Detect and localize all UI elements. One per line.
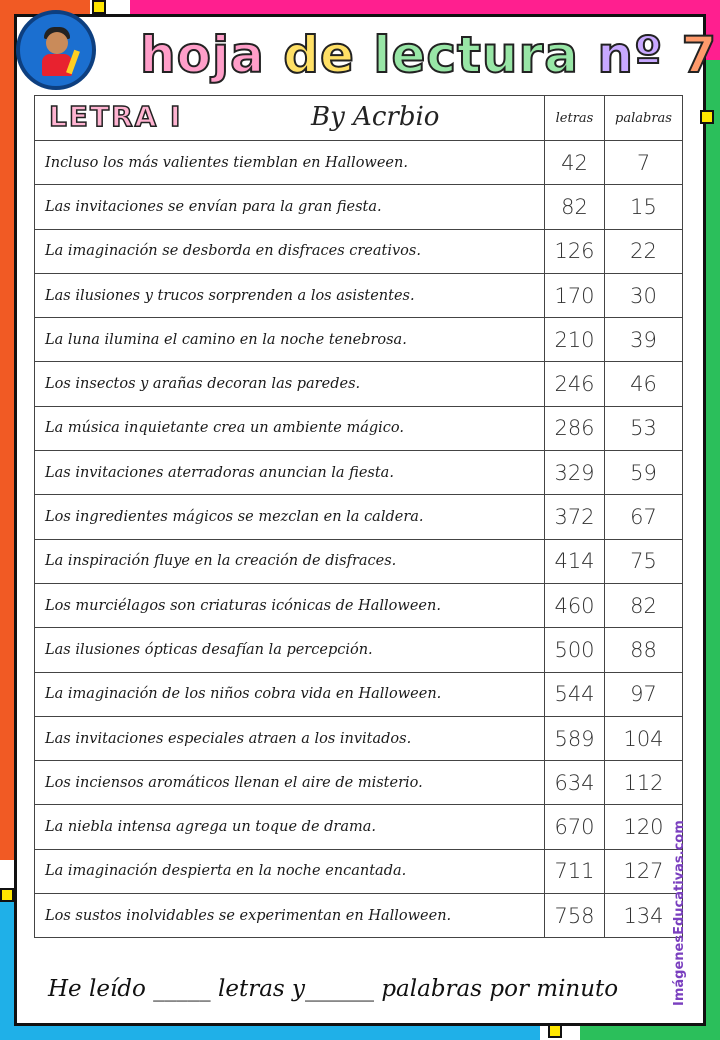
table-row bbox=[35, 273, 683, 317]
title-part: hoja bbox=[140, 26, 284, 84]
title-part: 7 bbox=[681, 26, 718, 84]
frame-top-right bbox=[130, 0, 720, 14]
words-count-cell: 7 bbox=[605, 141, 683, 185]
sentence-cell: La niebla intensa agrega un toque de drama. bbox=[35, 805, 545, 849]
sentence-cell: Las ilusiones ópticas desafían la percepción. bbox=[35, 628, 545, 672]
letters-count-cell: 544 bbox=[545, 672, 605, 716]
letters-count-cell: 42 bbox=[545, 141, 605, 185]
letters-count-cell: 246 bbox=[545, 362, 605, 406]
sentence-cell: Las invitaciones se envían para la gran fiesta. bbox=[35, 185, 545, 229]
letters-count-cell: 170 bbox=[545, 273, 605, 317]
frame-left bbox=[0, 0, 14, 860]
table-row bbox=[35, 761, 683, 805]
sentence-cell: Los murciélagos son criaturas icónicas de Halloween. bbox=[35, 583, 545, 627]
frame-square-decoration bbox=[700, 110, 714, 124]
letters-count-cell: 758 bbox=[545, 894, 605, 938]
sentence-cell: Las invitaciones aterradoras anuncian la fiesta. bbox=[35, 451, 545, 495]
title-part: de bbox=[283, 26, 374, 84]
frame-left-bottom bbox=[0, 900, 14, 1040]
words-count-cell: 75 bbox=[605, 539, 683, 583]
table-row bbox=[35, 539, 683, 583]
table-row bbox=[35, 362, 683, 406]
watermark-text: ImágenesEducativas.com bbox=[672, 820, 687, 1006]
sentence-cell: La inspiración fluye en la creación de disfraces. bbox=[35, 539, 545, 583]
words-count-cell: 15 bbox=[605, 185, 683, 229]
sentence-cell: Los inciensos aromáticos llenan el aire de misterio. bbox=[35, 761, 545, 805]
table-row bbox=[35, 805, 683, 849]
header-title-cell bbox=[35, 96, 545, 141]
sentence-cell: Los insectos y arañas decoran las paredes. bbox=[35, 362, 545, 406]
letters-count-cell: 500 bbox=[545, 628, 605, 672]
reading-score-line: He leído _____ letras y______ palabras por minuto bbox=[48, 976, 619, 1002]
sentence-cell: La imaginación se desborda en disfraces creativos. bbox=[35, 229, 545, 273]
words-count-cell: 53 bbox=[605, 406, 683, 450]
letters-count-cell: 634 bbox=[545, 761, 605, 805]
byline: By Acrbio bbox=[311, 102, 440, 132]
table-row bbox=[35, 583, 683, 627]
letters-count-cell: 126 bbox=[545, 229, 605, 273]
page-title bbox=[140, 26, 718, 96]
table-row bbox=[35, 229, 683, 273]
letters-count-cell: 286 bbox=[545, 406, 605, 450]
letters-count-cell: 329 bbox=[545, 451, 605, 495]
table-row bbox=[35, 185, 683, 229]
reading-table bbox=[34, 95, 683, 938]
title-part: lectura bbox=[373, 26, 598, 84]
letter-label: LETRA I bbox=[49, 100, 183, 133]
table-row bbox=[35, 672, 683, 716]
words-count-cell: 46 bbox=[605, 362, 683, 406]
sentence-cell: Los sustos inolvidables se experimentan en Halloween. bbox=[35, 894, 545, 938]
letters-count-cell: 711 bbox=[545, 849, 605, 893]
letters-count-cell: 460 bbox=[545, 583, 605, 627]
column-header-letters: letras bbox=[545, 96, 605, 141]
table-header-row bbox=[35, 96, 683, 141]
frame-square-decoration bbox=[548, 1024, 562, 1038]
words-count-cell: 88 bbox=[605, 628, 683, 672]
table-row bbox=[35, 628, 683, 672]
letters-count-cell: 82 bbox=[545, 185, 605, 229]
letters-count-cell: 414 bbox=[545, 539, 605, 583]
sentence-cell: La imaginación despierta en la noche encantada. bbox=[35, 849, 545, 893]
table-row bbox=[35, 849, 683, 893]
words-count-cell: 97 bbox=[605, 672, 683, 716]
words-count-cell: 112 bbox=[605, 761, 683, 805]
words-count-cell: 134 bbox=[605, 894, 683, 938]
letters-count-cell: 589 bbox=[545, 716, 605, 760]
table-row bbox=[35, 451, 683, 495]
frame-square-decoration bbox=[92, 0, 106, 14]
table-row bbox=[35, 406, 683, 450]
sentence-cell: Las invitaciones especiales atraen a los invitados. bbox=[35, 716, 545, 760]
table-row bbox=[35, 495, 683, 539]
sentence-cell: La imaginación de los niños cobra vida en Halloween. bbox=[35, 672, 545, 716]
frame-right bbox=[706, 60, 720, 1040]
words-count-cell: 104 bbox=[605, 716, 683, 760]
logo-face bbox=[46, 32, 68, 54]
sentence-cell: La luna ilumina el camino en la noche tenebrosa. bbox=[35, 318, 545, 362]
sentence-cell: Incluso los más valientes tiemblan en Halloween. bbox=[35, 141, 545, 185]
sentence-cell: Las ilusiones y trucos sorprenden a los asistentes. bbox=[35, 273, 545, 317]
watermark bbox=[672, 820, 696, 1006]
author-logo bbox=[16, 10, 96, 90]
table-row bbox=[35, 716, 683, 760]
frame-bottom-right bbox=[580, 1026, 720, 1040]
table-row bbox=[35, 894, 683, 938]
letters-count-cell: 210 bbox=[545, 318, 605, 362]
words-count-cell: 39 bbox=[605, 318, 683, 362]
letters-count-cell: 670 bbox=[545, 805, 605, 849]
table-row bbox=[35, 318, 683, 362]
words-count-cell: 67 bbox=[605, 495, 683, 539]
words-count-cell: 82 bbox=[605, 583, 683, 627]
words-count-cell: 22 bbox=[605, 229, 683, 273]
table-row bbox=[35, 141, 683, 185]
sentence-cell: Los ingredientes mágicos se mezclan en la caldera. bbox=[35, 495, 545, 539]
letters-count-cell: 372 bbox=[545, 495, 605, 539]
frame-square-decoration bbox=[0, 888, 14, 902]
words-count-cell: 30 bbox=[605, 273, 683, 317]
title-part: nº bbox=[597, 26, 682, 84]
words-count-cell: 127 bbox=[605, 849, 683, 893]
words-count-cell: 120 bbox=[605, 805, 683, 849]
column-header-words: palabras bbox=[605, 96, 683, 141]
frame-bottom-left bbox=[0, 1026, 540, 1040]
sentence-cell: La música inquietante crea un ambiente mágico. bbox=[35, 406, 545, 450]
words-count-cell: 59 bbox=[605, 451, 683, 495]
